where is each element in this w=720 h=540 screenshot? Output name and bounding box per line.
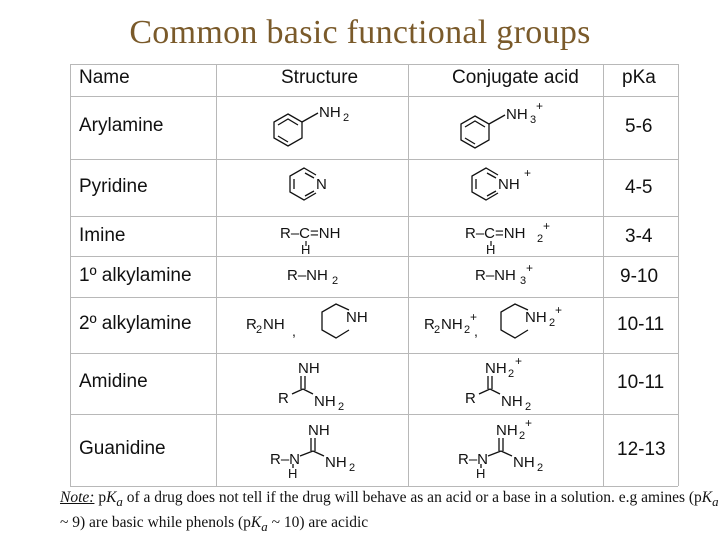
- iminium-h: H: [486, 242, 496, 257]
- row-name-guanidine: Guanidine: [79, 438, 166, 459]
- row-name-pyridine: Pyridine: [79, 176, 148, 197]
- row-pka-pyridine: 4-5: [625, 177, 653, 198]
- guanidine-rn: R–N: [270, 451, 301, 468]
- amidinium-top-sub: 2: [508, 368, 515, 380]
- amidine-r: R: [278, 390, 289, 407]
- primary-ammonium-structure: [475, 262, 575, 292]
- header-pka: pKa: [622, 67, 656, 88]
- r2nh2-comma: ,: [474, 323, 478, 339]
- row-pka-primary-alkylamine: 9-10: [620, 266, 659, 287]
- guanidine-right-nh: NH: [325, 454, 347, 471]
- r2nh2-nh: NH: [441, 316, 463, 333]
- r2nh-rsub: 2: [256, 324, 263, 336]
- imine-h: H: [301, 242, 311, 257]
- primary-ammonium-formula: R–NH: [475, 267, 516, 284]
- guanidine-sub: 2: [349, 462, 356, 474]
- row-name-arylamine: Arylamine: [79, 115, 164, 136]
- row-name-primary-alkylamine: 1º alkylamine: [79, 265, 192, 286]
- r2nh2-sub: 2: [464, 324, 471, 336]
- amidinium-r: R: [465, 390, 476, 407]
- amidinium-bottom-nh: NH: [501, 393, 523, 410]
- amidine-bottom-nh: NH: [314, 393, 336, 410]
- imine-formula: R–C=NH: [280, 225, 341, 242]
- arylamine-nh: NH: [319, 104, 341, 121]
- amidine-structure: [278, 356, 368, 412]
- r2nh-comma: ,: [292, 323, 296, 339]
- pyridine-structure: [286, 163, 366, 215]
- arylaminium-charge: +: [536, 99, 544, 113]
- r2nh2-rsub: 2: [434, 324, 441, 336]
- amidinium-structure: [465, 356, 565, 412]
- pyridinium-charge: +: [524, 166, 532, 180]
- r2nh2-charge: +: [470, 310, 478, 324]
- pyridinium-nh: NH: [498, 176, 520, 193]
- page-title: Common basic functional groups: [129, 14, 591, 51]
- row-pka-secondary-alkylamine: 10-11: [617, 314, 665, 335]
- guanidinium-top-nh: NH: [496, 422, 518, 439]
- row-pka-arylamine: 5-6: [625, 116, 653, 137]
- secondary-ammonium-structure: [424, 300, 604, 352]
- guanidinium-structure: [458, 418, 568, 480]
- guanidine-h: H: [288, 466, 298, 481]
- row-pka-amidine: 10-11: [617, 372, 665, 393]
- amidine-sub: 2: [338, 401, 345, 413]
- iminium-structure: [465, 220, 585, 256]
- piperidinium-charge: +: [555, 303, 563, 317]
- pyridine-n: N: [316, 176, 327, 193]
- arylamine-structure: [268, 100, 388, 156]
- primary-ammonium-charge: +: [526, 261, 534, 275]
- primary-amine-structure: [287, 262, 387, 292]
- arylaminium-structure: [455, 100, 575, 156]
- guanidinium-h: H: [476, 466, 486, 481]
- guanidinium-rn: R–N: [458, 451, 489, 468]
- header-name: Name: [79, 67, 130, 88]
- arylaminium-nh: NH: [506, 106, 528, 123]
- piperidinium-nh: NH: [525, 309, 547, 326]
- arylaminium-sub: 3: [530, 114, 537, 126]
- piperidinium-sub: 2: [549, 317, 556, 329]
- guanidine-structure: [270, 418, 370, 480]
- guanidinium-sub: 2: [537, 462, 544, 474]
- amidine-top-nh: NH: [298, 360, 320, 377]
- amidinium-charge: +: [515, 354, 523, 368]
- secondary-amine-structure: [246, 300, 406, 352]
- row-name-imine: Imine: [79, 225, 126, 246]
- r2nh2-r: R: [424, 316, 435, 333]
- row-name-amidine: Amidine: [79, 371, 148, 392]
- amidinium-top-nh: NH: [485, 360, 507, 377]
- arylamine-nh-sub: 2: [343, 112, 350, 124]
- pyridinium-structure: [468, 163, 568, 215]
- row-pka-imine: 3-4: [625, 226, 653, 247]
- guanidinium-top-sub: 2: [519, 430, 526, 442]
- primary-amine-sub: 2: [332, 275, 339, 287]
- header-conjugate-acid: Conjugate acid: [452, 67, 579, 88]
- r2nh-nh: NH: [263, 316, 285, 333]
- iminium-sub: 2: [537, 233, 544, 245]
- row-pka-guanidine: 12-13: [617, 439, 666, 460]
- note-label: Note:: [60, 489, 95, 506]
- amidinium-sub: 2: [525, 401, 532, 413]
- imine-structure: [280, 220, 390, 256]
- guanidinium-charge: +: [525, 416, 533, 430]
- header-structure: Structure: [281, 67, 359, 88]
- guanidinium-right-nh: NH: [513, 454, 535, 471]
- footnote: Note: $pK_a$ of a drug does not tell if the drug will behave as an acid or a base in a solution. e.g amines ($pK_a$ ~ 9) are basic while phenols ($pK_a$ ~ 10) are acidic: [60, 489, 719, 535]
- row-name-secondary-alkylamine: 2º alkylamine: [79, 313, 192, 334]
- r2nh-r: R: [246, 316, 257, 333]
- iminium-charge: +: [543, 219, 551, 233]
- guanidine-top-nh: NH: [308, 422, 330, 439]
- piperidine-nh: NH: [346, 309, 368, 326]
- primary-amine-formula: R–NH: [287, 267, 328, 284]
- primary-ammonium-sub: 3: [520, 275, 527, 287]
- iminium-formula: R–C=NH: [465, 225, 526, 242]
